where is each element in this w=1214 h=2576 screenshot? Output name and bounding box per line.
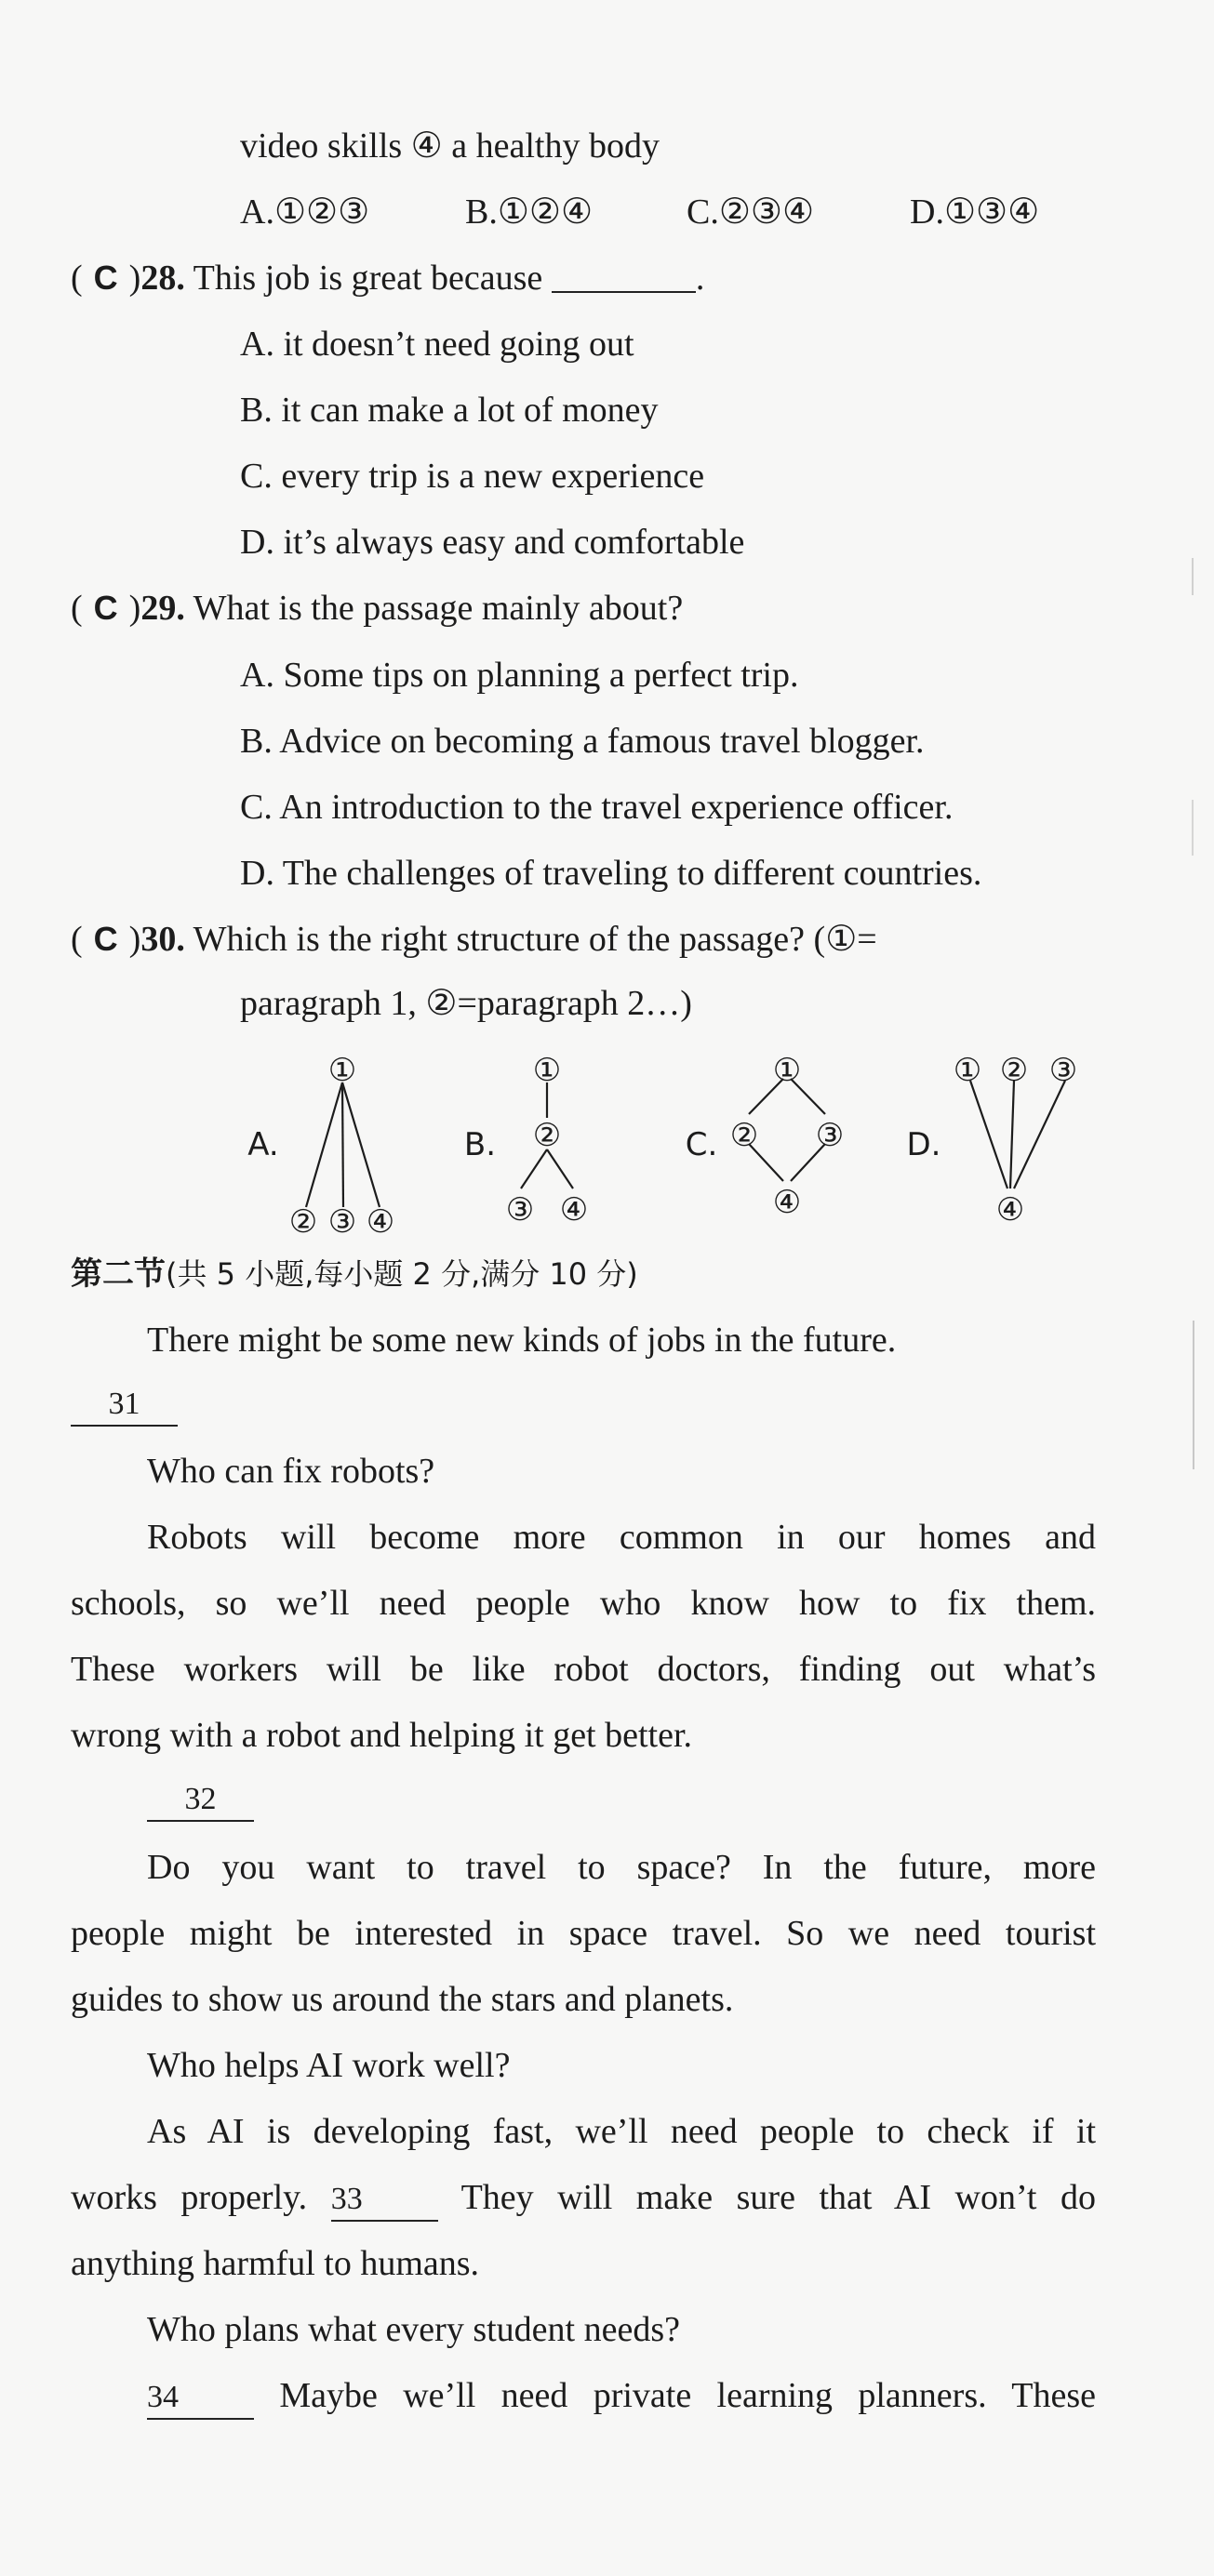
p4-line-3: anything harmful to humans. <box>71 2244 480 2283</box>
p2-line-4: wrong with a robot and helping it get better. <box>71 1716 693 1755</box>
q29-answer: C <box>93 589 118 627</box>
diagram-d-node-4: ④ <box>995 1191 1025 1228</box>
p2-line-2: schools, so we’ll need people who know how to fix them. <box>71 1584 1096 1623</box>
diagram-d-node-1: ① <box>953 1052 982 1089</box>
q28-option-c: C. every trip is a new experience <box>240 457 705 496</box>
q27-option-a: A.①②③ <box>240 193 370 232</box>
blank-31-line <box>71 1379 178 1427</box>
diagram-a-node-1: ① <box>327 1052 357 1089</box>
section-2-title: 第二节 <box>71 1255 166 1293</box>
p3-line-2: people might be interested in space travel. So we need tourist <box>71 1914 1096 1953</box>
p3-line-1: Do you want to travel to space? In the future, more <box>147 1848 1096 1887</box>
section-2-note: (共 5 小题,每小题 2 分,满分 10 分) <box>166 1256 638 1292</box>
q29-option-c: C. An introduction to the travel experience officer. <box>240 788 954 827</box>
q27-option-b: B.①②④ <box>465 193 594 232</box>
q30-structure-diagrams <box>0 1042 1214 1255</box>
q30-paren-open: ( <box>71 920 83 959</box>
diagram-b-node-4: ④ <box>559 1191 589 1228</box>
q30-stem-line2: paragraph 1, ②=paragraph 2…) <box>240 984 692 1023</box>
diagram-d-node-3: ③ <box>1048 1052 1078 1089</box>
p4-line-2-pre: works properly. <box>71 2178 308 2217</box>
q28-stem-end: . <box>695 259 705 298</box>
q29-number: 29. <box>140 589 185 628</box>
diagram-d-edge <box>1010 1081 1014 1188</box>
diagram-a-node-3: ③ <box>327 1203 357 1241</box>
q29-paren-close: ) <box>128 589 141 628</box>
p2-line-3: These workers will be like robot doctors, finding out what’s <box>71 1650 1096 1689</box>
diagram-b-label: B. <box>463 1126 497 1163</box>
p4-line-2-post: They will make sure that AI won’t do <box>460 2178 1096 2217</box>
diagram-a-edge <box>342 1082 343 1207</box>
heading-planner: Who plans what every student needs? <box>147 2310 680 2349</box>
diagram-d-edge <box>970 1081 1007 1188</box>
q29-option-a: A. Some tips on planning a perfect trip. <box>240 656 799 695</box>
diagram-a-edge <box>342 1082 380 1207</box>
diagram-a-node-4: ④ <box>366 1203 395 1241</box>
heading-ai: Who helps AI work well? <box>147 2046 511 2085</box>
q30-number: 30. <box>140 920 185 959</box>
scan-edge-mark <box>1193 1321 1194 1469</box>
section-2-header <box>71 1251 638 1297</box>
q28-paren-open: ( <box>71 259 83 298</box>
q29-stem: What is the passage mainly about? <box>193 589 684 628</box>
q28-option-a: A. it doesn’t need going out <box>240 325 634 364</box>
blank-32: 32 <box>147 1779 254 1822</box>
diagram-c-node-1: ① <box>772 1052 802 1089</box>
passage-intro: There might be some new kinds of jobs in the future. <box>147 1321 897 1360</box>
diagram-b-node-2: ② <box>532 1117 562 1154</box>
blank-31: 31 <box>71 1384 178 1427</box>
p5-line-1 <box>147 2372 1096 2420</box>
q28-stem: This job is great because <box>193 259 543 298</box>
diagram-b-edge <box>547 1149 573 1188</box>
diagram-a-edge <box>306 1082 342 1207</box>
diagram-a-node-2: ② <box>288 1203 318 1241</box>
diagram-b-node-1: ① <box>532 1052 562 1089</box>
q29-option-d: D. The challenges of traveling to different countries. <box>240 854 982 893</box>
q28-option-d: D. it’s always easy and comfortable <box>240 523 745 562</box>
p4-line-2 <box>71 2174 1096 2222</box>
q28-answer-blank <box>552 259 696 293</box>
q29-stem-line <box>71 585 683 631</box>
q29-option-b: B. Advice on becoming a famous travel blogger. <box>240 722 925 761</box>
diagram-b-edge <box>521 1149 547 1188</box>
q28-answer: C <box>93 259 118 297</box>
q28-number: 28. <box>140 259 185 298</box>
q28-paren-close: ) <box>128 259 141 298</box>
p4-line-1: As AI is developing fast, we’ll need people to check if it <box>147 2112 1096 2151</box>
q30-paren-close: ) <box>128 920 141 959</box>
q28-option-b: B. it can make a lot of money <box>240 391 659 430</box>
q27-option-d: D.①③④ <box>910 193 1040 232</box>
q28-stem-line <box>71 255 704 301</box>
diagram-b-node-3: ③ <box>505 1191 535 1228</box>
q30-stem-line <box>71 916 877 963</box>
q30-stem: Which is the right structure of the passage? (①= <box>193 920 877 959</box>
diagram-a-label: A. <box>247 1126 279 1163</box>
q29-paren-open: ( <box>71 589 83 628</box>
blank-33: 33 <box>331 2179 438 2222</box>
blank-34: 34 <box>147 2377 254 2420</box>
q27-items-line: video skills ④ a healthy body <box>240 126 660 166</box>
q27-option-c: C.②③④ <box>687 193 815 232</box>
q30-answer: C <box>93 920 118 958</box>
diagram-d-node-2: ② <box>999 1052 1029 1089</box>
blank-32-line <box>147 1774 254 1822</box>
diagram-c-node-3: ③ <box>815 1117 845 1154</box>
diagram-c-label: C. <box>685 1126 718 1163</box>
p3-line-3: guides to show us around the stars and planets. <box>71 1980 734 2019</box>
diagram-d-edge <box>1014 1081 1065 1188</box>
heading-fix-robots: Who can fix robots? <box>147 1452 435 1491</box>
p5-text: Maybe we’ll need private learning planners. These <box>279 2376 1096 2415</box>
scan-edge-mark <box>1192 558 1194 595</box>
diagram-c-node-2: ② <box>729 1117 759 1154</box>
diagram-d-label: D. <box>906 1126 941 1163</box>
scan-edge-mark <box>1192 800 1194 856</box>
p2-line-1: Robots will become more common in our homes and <box>147 1518 1096 1557</box>
diagram-c-node-4: ④ <box>772 1184 802 1221</box>
